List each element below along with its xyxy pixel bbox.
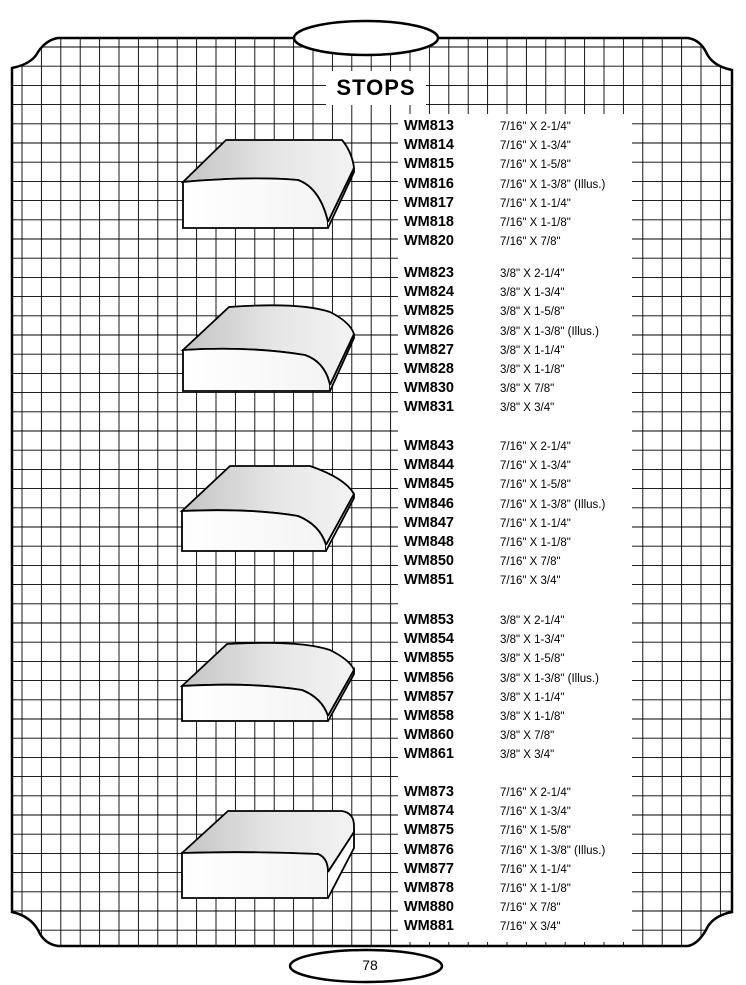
product-row — [398, 514, 632, 533]
product-size: 7/16" X 3/4" — [500, 575, 561, 588]
product-code: WM856 — [404, 669, 454, 686]
product-row — [398, 745, 632, 764]
product-row — [398, 475, 632, 494]
product-code: WM817 — [404, 194, 454, 211]
product-code: WM850 — [404, 553, 454, 570]
product-row — [398, 232, 632, 251]
product-group — [398, 264, 632, 418]
product-code: WM824 — [404, 284, 454, 301]
product-code: WM847 — [404, 514, 454, 531]
product-code: WM820 — [404, 233, 454, 250]
product-size: 7/16" X 1-5/8" — [500, 825, 571, 838]
product-code: WM846 — [404, 495, 454, 512]
product-row — [398, 495, 632, 514]
product-row — [398, 688, 632, 707]
product-row — [398, 398, 632, 417]
product-size: 7/16" X 3/4" — [500, 921, 561, 934]
product-size: 7/16" X 1-1/8" — [500, 536, 571, 549]
product-code: WM860 — [404, 727, 454, 744]
product-row — [398, 860, 632, 879]
product-code: WM876 — [404, 841, 454, 858]
product-size: 3/8" X 1-3/4" — [500, 287, 565, 300]
product-code: WM880 — [404, 899, 454, 916]
product-size: 7/16" X 1-1/8" — [500, 216, 571, 229]
product-code: WM815 — [404, 156, 454, 173]
product-group — [398, 117, 632, 251]
product-row — [398, 669, 632, 688]
product-size: 3/8" X 1-5/8" — [500, 653, 565, 666]
product-size: 7/16" X 2-1/4" — [500, 441, 571, 453]
product-row — [398, 155, 632, 174]
page-number: 78 — [362, 957, 378, 973]
product-row — [398, 571, 632, 590]
product-code: WM857 — [404, 688, 454, 705]
product-code: WM861 — [404, 746, 454, 763]
product-row — [398, 917, 632, 936]
graph-grid — [0, 30, 746, 960]
product-size: 3/8" X 2-1/4" — [500, 615, 565, 627]
product-row — [398, 194, 632, 213]
product-code: WM813 — [404, 118, 454, 134]
product-group — [398, 437, 632, 591]
product-code: WM858 — [404, 707, 454, 724]
product-code: WM854 — [404, 631, 454, 648]
product-size: 7/16" X 1-1/4" — [500, 863, 571, 876]
product-group — [398, 783, 632, 937]
stop-profile-2 — [183, 305, 354, 391]
product-size: 3/8" X 1-1/4" — [500, 344, 565, 357]
product-row — [398, 175, 632, 194]
product-row — [398, 283, 632, 302]
product-row — [398, 379, 632, 398]
product-row — [398, 456, 632, 475]
product-size: 3/8" X 7/8" — [500, 383, 555, 396]
stop-profile-5 — [182, 811, 354, 898]
product-row — [398, 726, 632, 745]
product-size: 7/16" X 2-1/4" — [500, 121, 571, 133]
product-row — [398, 213, 632, 232]
product-size: 3/8" X 1-5/8" — [500, 306, 565, 319]
product-code: WM826 — [404, 322, 454, 339]
product-row — [398, 341, 632, 360]
product-size: 3/8" X 1-3/8" (Illus.) — [500, 325, 599, 338]
product-code: WM825 — [404, 303, 454, 320]
product-code: WM851 — [404, 572, 454, 589]
stop-list — [398, 114, 632, 942]
product-row — [398, 264, 632, 283]
product-code: WM873 — [404, 784, 454, 800]
product-row — [398, 437, 632, 456]
product-size: 3/8" X 1-1/8" — [500, 363, 565, 376]
product-code: WM830 — [404, 380, 454, 397]
product-row — [398, 136, 632, 155]
product-size: 7/16" X 1-1/4" — [500, 197, 571, 210]
product-size: 7/16" X 7/8" — [500, 556, 561, 569]
product-row — [398, 302, 632, 321]
stop-profile-1 — [183, 140, 354, 228]
product-row — [398, 898, 632, 917]
product-row — [398, 821, 632, 840]
product-group — [398, 611, 632, 765]
product-size: 7/16" X 1-3/8" (Illus.) — [500, 178, 606, 191]
page-title: STOPS — [326, 71, 426, 105]
product-code: WM843 — [404, 438, 454, 454]
product-size: 3/8" X 1-3/4" — [500, 634, 565, 647]
product-code: WM855 — [404, 650, 454, 667]
product-size: 7/16" X 1-3/8" (Illus.) — [500, 498, 606, 511]
product-code: WM844 — [404, 457, 454, 474]
product-row — [398, 360, 632, 379]
product-row — [398, 802, 632, 821]
product-size: 3/8" X 7/8" — [500, 730, 555, 743]
product-size: 7/16" X 7/8" — [500, 236, 561, 249]
product-code: WM874 — [404, 803, 454, 820]
product-code: WM823 — [404, 265, 454, 281]
product-row — [398, 783, 632, 802]
product-row — [398, 841, 632, 860]
product-size: 7/16" X 7/8" — [500, 902, 561, 915]
stop-profile-4 — [182, 643, 354, 721]
product-row — [398, 117, 632, 136]
product-code: WM816 — [404, 175, 454, 192]
product-size: 7/16" X 1-3/8" (Illus.) — [500, 844, 606, 857]
product-row — [398, 611, 632, 630]
product-size: 7/16" X 1-1/4" — [500, 517, 571, 530]
product-row — [398, 533, 632, 552]
product-size: 7/16" X 1-3/4" — [500, 460, 571, 473]
product-row — [398, 322, 632, 341]
product-code: WM875 — [404, 822, 454, 839]
product-size: 7/16" X 2-1/4" — [500, 787, 571, 799]
product-code: WM828 — [404, 360, 454, 377]
product-size: 3/8" X 3/4" — [500, 749, 555, 762]
product-size: 7/16" X 1-3/4" — [500, 806, 571, 819]
product-code: WM848 — [404, 533, 454, 550]
stop-profile-3 — [182, 466, 354, 551]
product-code: WM877 — [404, 860, 454, 877]
product-size: 3/8" X 2-1/4" — [500, 268, 565, 280]
product-size: 7/16" X 1-5/8" — [500, 479, 571, 492]
product-size: 3/8" X 1-1/4" — [500, 691, 565, 704]
product-size: 7/16" X 1-3/4" — [500, 140, 571, 153]
product-size: 3/8" X 1-1/8" — [500, 710, 565, 723]
product-code: WM831 — [404, 399, 454, 416]
product-row — [398, 552, 632, 571]
product-code: WM853 — [404, 612, 454, 628]
product-row — [398, 707, 632, 726]
product-size: 3/8" X 3/4" — [500, 402, 555, 415]
product-code: WM881 — [404, 918, 454, 935]
product-code: WM827 — [404, 341, 454, 358]
product-code: WM818 — [404, 213, 454, 230]
top-oval — [294, 21, 438, 55]
product-code: WM845 — [404, 476, 454, 493]
product-size: 7/16" X 1-1/8" — [500, 882, 571, 895]
product-row — [398, 649, 632, 668]
product-row — [398, 879, 632, 898]
product-size: 7/16" X 1-5/8" — [500, 159, 571, 172]
product-code: WM878 — [404, 879, 454, 896]
product-code: WM814 — [404, 137, 454, 154]
product-size: 3/8" X 1-3/8" (Illus.) — [500, 672, 599, 685]
product-row — [398, 630, 632, 649]
